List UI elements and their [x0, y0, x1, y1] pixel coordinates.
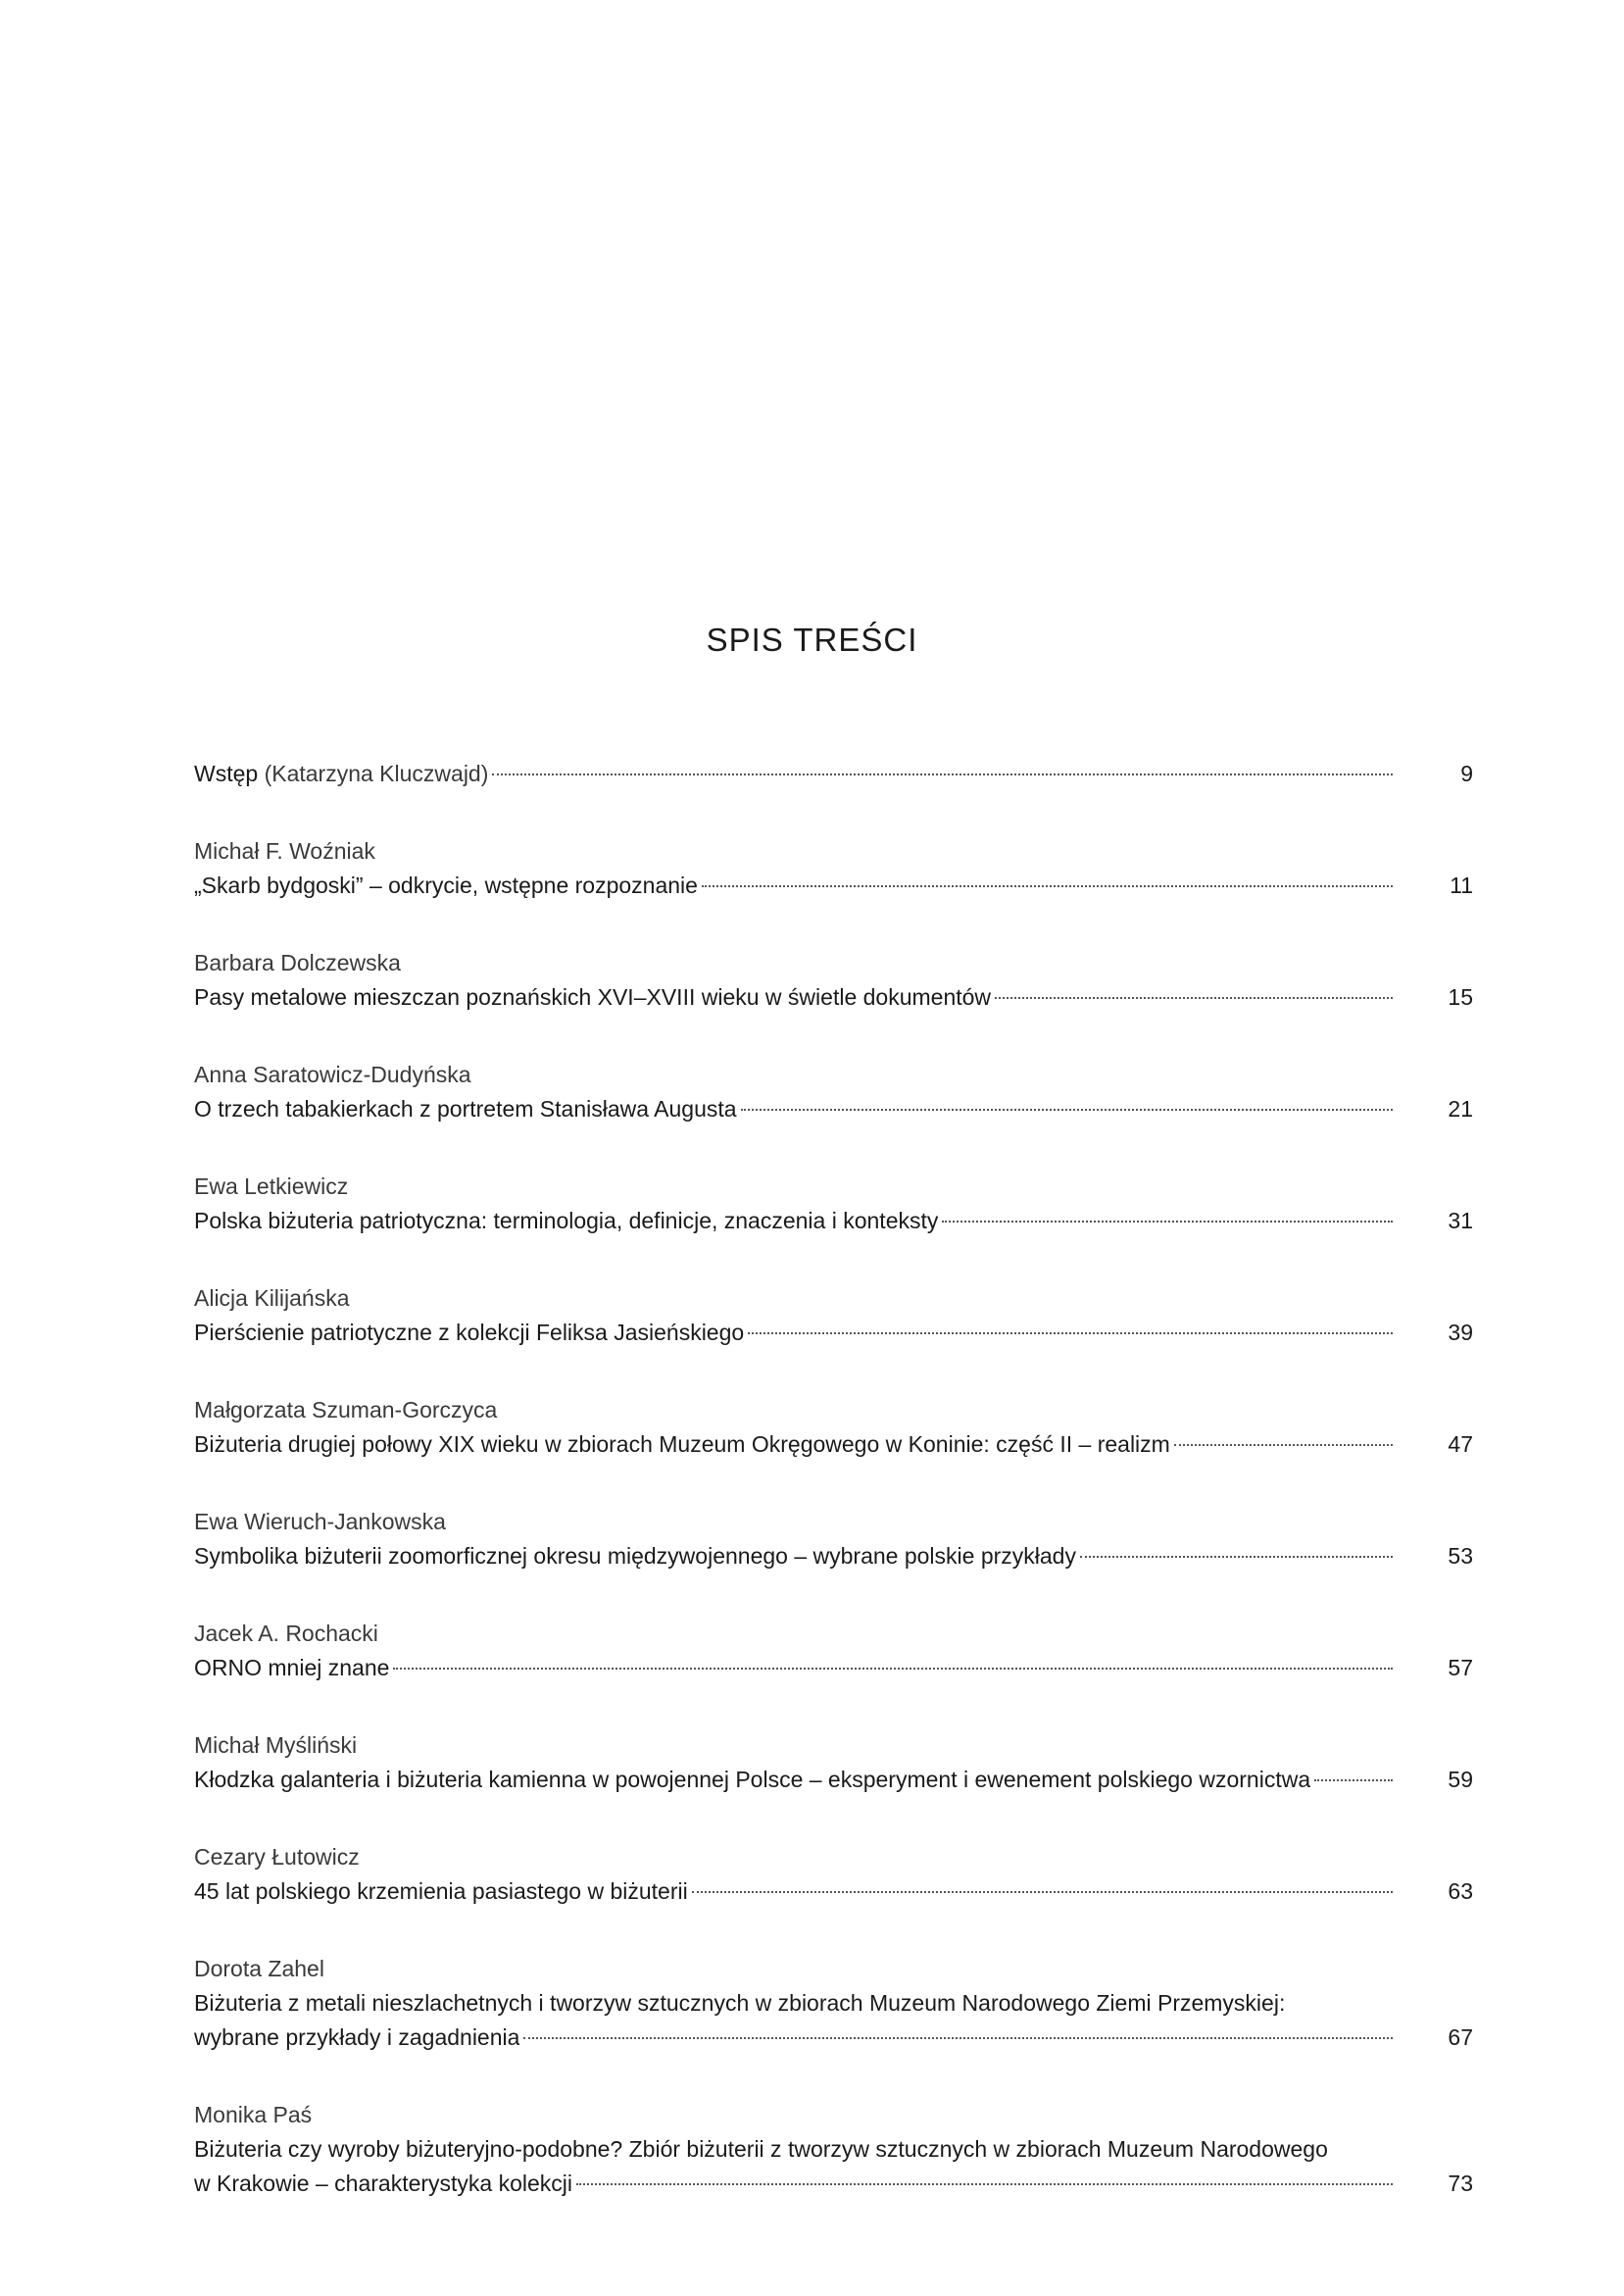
entry-title-text: ORNO mniej znane	[194, 1655, 390, 1680]
entry-title-line	[194, 1316, 1473, 1350]
entry-title-line	[194, 1539, 1473, 1573]
entry-author: Ewa Wieruch-Jankowska	[194, 1509, 446, 1534]
entry-title	[194, 1316, 744, 1350]
toc-entry	[194, 1505, 1473, 1573]
dot-leader	[1174, 1444, 1393, 1446]
dot-leader	[702, 885, 1393, 887]
entry-author: Dorota Zahel	[194, 1956, 324, 1981]
page-number: 67	[1448, 2024, 1473, 2050]
toc-entry	[194, 2098, 1473, 2201]
toc-entry	[194, 1058, 1473, 1126]
page-number: 31	[1448, 1208, 1473, 1233]
entry-title-text: Wstęp	[194, 761, 259, 786]
entry-title-line	[194, 869, 1473, 903]
toc-entry	[194, 1393, 1473, 1462]
entry-title	[194, 2021, 519, 2055]
entry-title-text: Pierścienie patriotyczne z kolekcji Feliksa Jasieńskiego	[194, 1320, 745, 1345]
page-number: 73	[1448, 2171, 1473, 2196]
toc-entry	[194, 946, 1473, 1015]
dot-leader	[692, 1891, 1393, 1893]
entry-author: Barbara Dolczewska	[194, 950, 401, 975]
dot-leader	[942, 1221, 1393, 1223]
entry-title	[194, 1763, 1310, 1797]
page-number: 11	[1450, 873, 1473, 898]
entry-title	[194, 1651, 389, 1685]
entry-title-text: Symbolika biżuterii zoomorficznej okresu międzywojennego – wybrane polskie przykłady	[194, 1543, 1076, 1569]
entry-author: Cezary Łutowicz	[194, 1844, 360, 1870]
entry-author: Anna Saratowicz-Dudyńska	[194, 1062, 471, 1087]
dot-leader	[1080, 1556, 1393, 1558]
dot-leader	[393, 1668, 1393, 1670]
toc-entry	[194, 834, 1473, 903]
toc-entry	[194, 1728, 1473, 1797]
entry-title-text: Biżuteria z metali nieszlachetnych i tworzyw sztucznych w zbiorach Muzeum Narodowego Ziemi Przemyskiej:	[194, 1990, 1286, 2016]
dot-leader	[523, 2037, 1393, 2039]
entry-author: Michał F. Woźniak	[194, 838, 375, 864]
entry-title-text: „Skarb bydgoski” – odkrycie, wstępne rozpoznanie	[194, 873, 698, 898]
toc-entry	[194, 1170, 1473, 1238]
page-number: 59	[1448, 1767, 1473, 1792]
entry-title-text: Kłodzka galanteria i biżuteria kamienna w powojennej Polsce – eksperyment i ewenement polskiego wzornictwa	[194, 1767, 1311, 1792]
entry-author: Ewa Letkiewicz	[194, 1173, 349, 1199]
page-number: 39	[1448, 1320, 1473, 1345]
entry-title-text: Pasy metalowe mieszczan poznańskich XVI–XVIII wieku w świetle dokumentów	[194, 984, 992, 1010]
page-number: 47	[1448, 1431, 1473, 1457]
entry-title	[194, 1874, 688, 1909]
toc-entry	[194, 1840, 1473, 1909]
page-number: 53	[1448, 1543, 1473, 1569]
entry-title-line	[194, 1986, 1473, 2021]
entry-inline-author: (Katarzyna Kluczwajd)	[264, 761, 489, 786]
entry-title-line	[194, 980, 1473, 1015]
entry-title	[194, 1204, 938, 1238]
toc-entry	[194, 1952, 1473, 2055]
entry-title-text: O trzech tabakierkach z portretem Stanisława Augusta	[194, 1096, 737, 1122]
page-number: 15	[1448, 984, 1473, 1010]
entry-title-text: 45 lat polskiego krzemienia pasiastego w biżuterii	[194, 1878, 688, 1904]
entry-title-text: Polska biżuteria patriotyczna: terminologia, definicje, znaczenia i konteksty	[194, 1208, 939, 1233]
entry-title	[194, 869, 698, 903]
entry-author: Alicja Kilijańska	[194, 1285, 350, 1311]
entry-title	[194, 1092, 737, 1126]
page-number: 63	[1448, 1878, 1473, 1904]
entry-author: Małgorzata Szuman-Gorczyca	[194, 1397, 498, 1423]
entry-title	[194, 757, 488, 791]
entry-author: Monika Paś	[194, 2102, 313, 2127]
entry-title	[194, 1986, 1285, 2021]
entry-title-line	[194, 2021, 1473, 2055]
entry-title-line	[194, 1874, 1473, 1909]
toc-entry	[194, 757, 1473, 791]
entry-title	[194, 980, 991, 1015]
entry-title-line	[194, 1427, 1473, 1462]
entry-title	[194, 2132, 1328, 2167]
toc-entry	[194, 1617, 1473, 1685]
entry-title-line	[194, 1204, 1473, 1238]
page-number: 21	[1448, 1096, 1473, 1122]
entry-title	[194, 2167, 572, 2201]
dot-leader	[995, 997, 1393, 999]
entry-title	[194, 1539, 1076, 1573]
entry-title-line	[194, 1651, 1473, 1685]
entry-author: Michał Myśliński	[194, 1732, 358, 1758]
dot-leader	[748, 1332, 1393, 1334]
entry-title-line	[194, 1092, 1473, 1126]
page-number: 57	[1448, 1655, 1473, 1680]
page-number: 9	[1460, 761, 1473, 786]
entry-title-text: wybrane przykłady i zagadnienia	[194, 2024, 520, 2050]
entry-author: Jacek A. Rochacki	[194, 1621, 378, 1646]
entry-title-line	[194, 757, 1473, 791]
entry-title-line	[194, 2167, 1473, 2201]
dot-leader	[741, 1109, 1393, 1111]
entry-title-line	[194, 2132, 1473, 2167]
table-of-contents	[194, 757, 1473, 2244]
page-title: SPIS TREŚCI	[706, 622, 918, 658]
dot-leader	[492, 774, 1393, 775]
entry-title-text: Biżuteria czy wyroby biżuteryjno-podobne? Zbiór biżuterii z tworzyw sztucznych w zbiorach Muzeum Narodowego	[194, 2136, 1328, 2162]
entry-title	[194, 1427, 1170, 1462]
dot-leader	[576, 2183, 1393, 2185]
entry-title-line	[194, 1763, 1473, 1797]
toc-entry	[194, 1281, 1473, 1350]
entry-title-text: Biżuteria drugiej połowy XIX wieku w zbiorach Muzeum Okręgowego w Koninie: część II – realizm	[194, 1431, 1170, 1457]
entry-title-text: w Krakowie – charakterystyka kolekcji	[194, 2171, 573, 2196]
dot-leader	[1314, 1779, 1393, 1781]
